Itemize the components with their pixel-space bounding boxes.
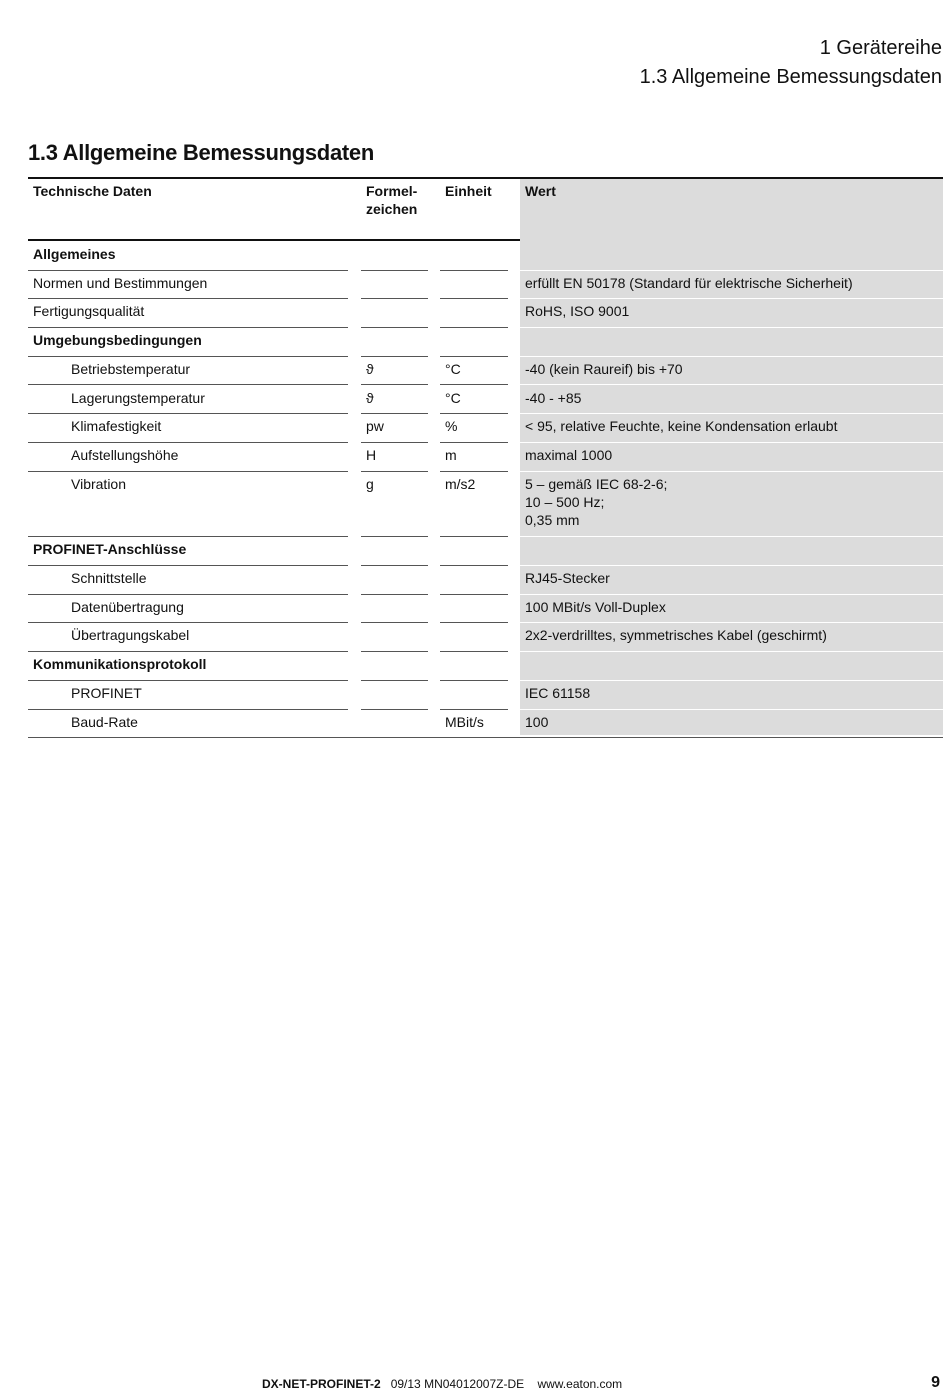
row-divider: [520, 709, 943, 710]
row-divider: [520, 594, 943, 595]
row-divider: [520, 471, 943, 472]
row-divider: [440, 298, 508, 299]
page-footer: [262, 1377, 622, 1391]
row-value: RJ45-Stecker: [525, 570, 610, 586]
row-label: Betriebstemperatur: [71, 360, 191, 377]
row-value: IEC 61158: [525, 684, 591, 701]
row-divider: [361, 298, 428, 299]
row-unit: m: [445, 446, 457, 463]
row-label: PROFINET: [71, 684, 142, 701]
row-label: Fertigungsqualität: [33, 303, 145, 320]
row-unit: °C: [445, 360, 461, 377]
row-divider: [520, 413, 943, 414]
row-value: 2x2-verdrilltes, symmetrisches Kabel (geschirmt): [525, 627, 827, 644]
col-header-unit: Einheit: [445, 183, 492, 199]
row-unit: m/s2: [445, 475, 476, 492]
row-value: RoHS, ISO 9001: [525, 303, 630, 320]
row-symbol: ϑ: [366, 389, 374, 406]
row-label: Normen und Bestimmungen: [33, 274, 208, 291]
row-symbol: H: [366, 446, 377, 463]
row-label: Klimafestigkeit: [71, 418, 162, 435]
row-divider: [440, 709, 508, 710]
row-divider: [520, 680, 943, 681]
row-divider: [28, 471, 348, 472]
row-value: -40 (kein Raureif) bis +70: [525, 360, 683, 377]
row-divider: [28, 536, 348, 537]
row-divider: [440, 327, 508, 328]
row-divider: [440, 565, 508, 566]
row-value: erfüllt EN 50178 (Standard für elektrische Sicherheit): [525, 274, 853, 291]
row-divider: [520, 651, 943, 652]
row-label: Allgemeines: [33, 246, 116, 262]
row-value: 5 – gemäß IEC 68-2-6; 10 – 500 Hz; 0,35 mm: [525, 475, 668, 528]
row-divider: [361, 622, 428, 623]
row-divider: [440, 536, 508, 537]
section-title: 1.3 Allgemeine Bemessungsdaten: [28, 140, 374, 165]
row-divider: [520, 298, 943, 299]
row-divider: [361, 471, 428, 472]
row-divider: [28, 327, 348, 328]
row-divider: [28, 270, 348, 271]
row-divider: [361, 327, 428, 328]
row-value: 100 MBit/s Voll-Duplex: [525, 598, 666, 615]
row-divider: [28, 384, 348, 385]
row-divider: [440, 270, 508, 271]
row-divider: [28, 565, 348, 566]
row-divider: [440, 384, 508, 385]
row-divider: [361, 680, 428, 681]
row-divider: [361, 709, 428, 710]
row-label: Vibration: [71, 475, 127, 492]
row-unit: MBit/s: [445, 713, 484, 730]
row-divider: [440, 594, 508, 595]
header-bottom-rule: [28, 239, 520, 241]
row-divider: [28, 737, 943, 738]
row-label: Übertragungskabel: [71, 627, 190, 644]
footer-doc-id: 09/13 MN04012007Z-DE: [390, 1377, 525, 1391]
row-label: Baud-Rate: [71, 713, 138, 730]
col-header-symbol-2: zeichen: [366, 201, 418, 217]
row-divider: [28, 413, 348, 414]
row-divider: [440, 356, 508, 357]
row-divider: [520, 270, 943, 271]
row-divider: [520, 384, 943, 385]
row-divider: [361, 594, 428, 595]
row-divider: [520, 536, 943, 537]
row-unit: °C: [445, 389, 461, 406]
row-value: maximal 1000: [525, 446, 613, 463]
row-divider: [440, 680, 508, 681]
row-divider: [361, 536, 428, 537]
footer-url: www.eaton.com: [537, 1377, 623, 1391]
row-value: 100: [525, 713, 549, 730]
row-divider: [361, 356, 428, 357]
row-divider: [520, 327, 943, 328]
row-divider: [28, 709, 348, 710]
row-symbol: g: [366, 475, 374, 492]
row-divider: [520, 442, 943, 443]
row-divider: [440, 622, 508, 623]
row-label: Aufstellungshöhe: [71, 446, 179, 463]
row-unit: %: [445, 418, 458, 435]
row-divider: [361, 565, 428, 566]
col-header-symbol-1: Formel-: [366, 183, 418, 199]
row-divider: [440, 471, 508, 472]
col-header-technical: Technische Daten: [33, 183, 152, 199]
row-label: PROFINET-Anschlüsse: [33, 541, 187, 558]
row-divider: [520, 565, 943, 566]
row-divider: [28, 680, 348, 681]
row-divider: [440, 651, 508, 652]
row-divider: [520, 622, 943, 623]
row-divider: [28, 356, 348, 357]
footer-product: DX-NET-PROFINET-2: [262, 1377, 381, 1391]
row-divider: [440, 413, 508, 414]
row-divider: [361, 270, 428, 271]
row-divider: [361, 651, 428, 652]
row-label: Datenübertragung: [71, 598, 184, 615]
row-divider: [28, 651, 348, 652]
table-top-rule: [28, 177, 943, 179]
row-symbol: ϑ: [366, 360, 374, 377]
row-divider: [440, 442, 508, 443]
running-header-chapter: 1 Gerätereihe: [819, 37, 942, 59]
row-divider: [28, 298, 348, 299]
row-symbol: pw: [366, 418, 384, 435]
row-divider: [28, 594, 348, 595]
row-divider: [520, 356, 943, 357]
row-label: Schnittstelle: [71, 570, 147, 586]
row-value: < 95, relative Feuchte, keine Kondensation erlaubt: [525, 418, 838, 435]
page-number: 9: [931, 1374, 940, 1391]
row-divider: [28, 622, 348, 623]
row-divider: [28, 442, 348, 443]
col-header-value: Wert: [525, 183, 556, 199]
row-divider: [361, 413, 428, 414]
row-value: -40 - +85: [525, 389, 582, 406]
row-divider: [361, 384, 428, 385]
row-label: Umgebungsbedingungen: [33, 332, 202, 349]
row-label: Kommunikationsprotokoll: [33, 656, 207, 673]
row-divider: [361, 442, 428, 443]
row-label: Lagerungstemperatur: [71, 389, 205, 406]
running-header-section: 1.3 Allgemeine Bemessungsdaten: [639, 66, 942, 88]
